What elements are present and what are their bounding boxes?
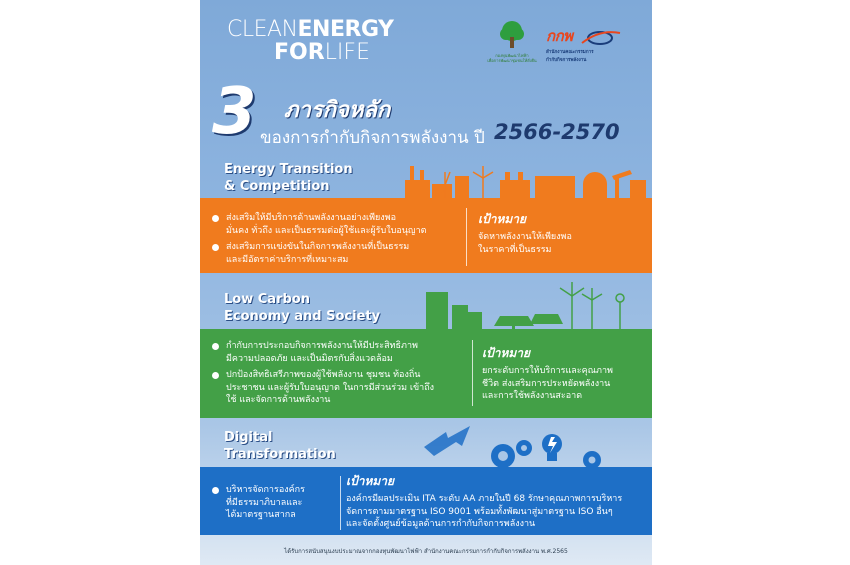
bullet-line: และมีอัตราค่าบริการที่เหมาะสม xyxy=(226,254,349,265)
solar-panel-icon xyxy=(494,314,563,329)
erc-caption-1: สำนักงานคณะกรรมการ xyxy=(546,50,594,55)
footer-credit: ได้รับการสนับสนุนงบประมาณจากกองทุนพัฒนาไฟฟ้า สำนักงานคณะกรรมการกำกับกิจการพลังงาน พ.ศ.2565 xyxy=(284,548,568,555)
goal-line: องค์กรมีผลประเมิน ITA ระดับ AA ภายในปี 68 รักษาคุณภาพการบริหาร xyxy=(346,494,623,504)
section-divider xyxy=(466,208,467,266)
egat-fund-logo xyxy=(486,20,538,70)
section-divider xyxy=(472,340,473,406)
bullet-line: ใช้ และจัดการด้านพลังงาน xyxy=(226,395,331,406)
goal-line: ในราคาที่เป็นธรรม xyxy=(478,244,552,255)
goal-line: และจัดตั้งศูนย์ข้อมูลด้านการกำกับกิจการพลังงาน xyxy=(346,519,536,530)
digital-arrow-icon xyxy=(424,426,470,456)
energy-transition-bullets xyxy=(210,212,460,270)
section-title-energy-transition xyxy=(224,162,353,196)
list-item xyxy=(210,369,468,407)
poster xyxy=(200,0,652,565)
mission-years: 2566-2570 xyxy=(494,120,620,144)
section-title-low-carbon xyxy=(224,292,380,326)
egat-caption-2: เพื่อการพัฒนาชุมชนให้ยั่งยืน xyxy=(487,57,537,63)
bullet-dot-icon xyxy=(212,215,219,222)
goal-heading: เป้าหมาย xyxy=(482,346,531,360)
brand-energy: ENERGY xyxy=(297,17,394,42)
low-carbon-bullets xyxy=(210,340,468,411)
tree-logo-icon xyxy=(497,20,527,50)
energy-transition-goal xyxy=(478,210,643,256)
erc-logo xyxy=(546,24,636,68)
bullet-dot-icon xyxy=(212,487,219,494)
bullet-line: ปกป้องสิทธิเสรีภาพของผู้ใช้พลังงาน ชุมชน ท้องถิ่น xyxy=(226,370,421,381)
bullet-line: มั่นคง ทั่วถึง และเป็นธรรมต่อผู้ใช้และผู้รับใบอนุญาต xyxy=(226,225,427,236)
brand-for: FOR xyxy=(274,40,325,65)
bullet-line: มีความปลอดภัย และเป็นมิตรกับสิ่งแวดล้อม xyxy=(226,353,393,364)
goal-line: จัดหาพลังงานให้เพียงพอ xyxy=(478,232,572,242)
bullet-line: กำกับการประกอบกิจการพลังงานให้มีประสิทธิภาพ xyxy=(226,341,418,351)
digital-bullets xyxy=(210,484,340,526)
bullet-line: บริหารจัดการองค์กร xyxy=(226,485,305,495)
goal-line: และการใช้พลังงานสะอาด xyxy=(482,391,583,402)
list-item xyxy=(210,241,460,266)
brand-clean: CLEAN xyxy=(227,17,298,42)
bullet-dot-icon xyxy=(212,372,219,379)
goal-line: จัดการตามมาตรฐาน ISO 9001 พร้อมทั้งพัฒนาสู่มาตรฐาน ISO อื่นๆ xyxy=(346,506,613,517)
goal-heading: เป้าหมาย xyxy=(478,212,527,226)
digital-goal xyxy=(346,472,646,531)
low-carbon-goal xyxy=(482,344,647,403)
bullet-dot-icon xyxy=(212,244,219,251)
mission-subtitle: ของการกำกับกิจการพลังงาน ปี xyxy=(260,128,485,148)
mission-count: 3 xyxy=(212,75,257,149)
goal-line: ชีวิต ส่งเสริมการประหยัดพลังงาน xyxy=(482,378,611,389)
bullet-line: ที่มีธรรมาภิบาลและ xyxy=(226,497,303,508)
list-item xyxy=(210,340,468,365)
section-3-title-line-2: Transformation xyxy=(224,446,336,462)
section-1-title-line-2: & Competition xyxy=(224,178,330,194)
erc-caption-2: กำกับกิจการพลังงาน xyxy=(546,57,587,63)
bullet-line: ได้มาตรฐานสากล xyxy=(226,510,296,521)
section-divider xyxy=(340,476,341,530)
brand-life: LIFE xyxy=(324,40,370,65)
section-title-digital xyxy=(224,430,336,464)
erc-swoosh-icon xyxy=(578,29,622,45)
goal-heading: เป้าหมาย xyxy=(346,474,395,488)
bullet-dot-icon xyxy=(212,343,219,350)
clean-energy-brand xyxy=(227,19,393,64)
bullet-line: ส่งเสริมให้มีบริการด้านพลังงานอย่างเพียงพอ xyxy=(226,213,397,223)
list-item xyxy=(210,212,460,237)
building-icon xyxy=(426,292,482,329)
list-item xyxy=(210,484,340,522)
bullet-line: ส่งเสริมการแข่งขันในกิจการพลังงานที่เป็นธรรม xyxy=(226,242,410,253)
egat-caption-1: กองทุนพัฒนาไฟฟ้า xyxy=(495,53,529,58)
bullet-line: ประชาชน และผู้รับใบอนุญาต ในการมีส่วนร่วม เข้าถึง xyxy=(226,382,435,393)
section-3-title-line-1: Digital xyxy=(224,430,273,445)
goal-line: ยกระดับการให้บริการและคุณภาพ xyxy=(482,366,613,376)
lightbulb-icon xyxy=(542,434,562,461)
section-2-title-line-2: Economy and Society xyxy=(224,308,381,324)
section-2-title-line-1: Low Carbon xyxy=(224,292,310,307)
erc-mark: กกพ xyxy=(546,27,573,45)
section-1-title-line-1: Energy Transition xyxy=(224,162,353,177)
wind-turbine-icon xyxy=(560,282,624,329)
mission-title: ภารกิจหลัก xyxy=(284,98,391,123)
